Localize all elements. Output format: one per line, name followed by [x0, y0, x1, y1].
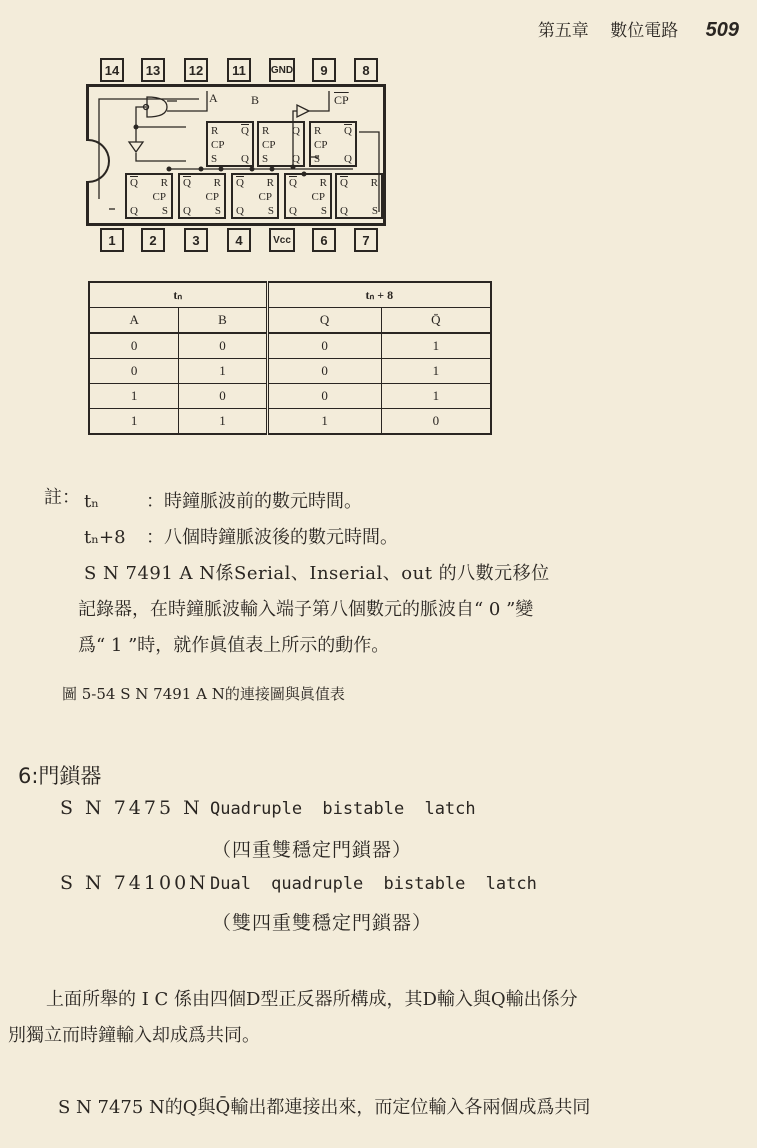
flipflop-lower-4: $\overline{Q}$ R CP Q S — [284, 173, 332, 219]
part-entry — [60, 797, 476, 819]
pin-vcc: Vcc — [269, 228, 295, 252]
description-line: 爲“ 1 ”時，就作眞值表上所示的動作。 — [78, 635, 390, 656]
part-zh-description: （雙四重雙穩定門鎖器） — [212, 912, 433, 934]
pin-2: 2 — [141, 228, 165, 252]
pin-1: 1 — [100, 228, 124, 252]
table-cell: 1 — [89, 409, 179, 435]
paragraph-line: 上面所舉的 I C 係由四個D型正反器所構成，其D輸入與Q輸出係分 — [46, 989, 578, 1010]
note-item: tₙ ：時鐘脈波前的數元時間。 — [84, 491, 362, 512]
part-entry — [60, 872, 537, 894]
flipflop-lower-3: $\overline{Q}$ R CP Q S — [231, 173, 279, 219]
part-description: Dual quadruple bistable latch — [210, 874, 537, 894]
pin-11: 11 — [227, 58, 251, 82]
group-header-tn8: tₙ + 8 — [267, 282, 491, 308]
table-cell: 0 — [179, 333, 267, 359]
flipflop-lower-5: $\overline{Q}$ R Q S — [335, 173, 383, 219]
running-header — [538, 16, 739, 42]
table-cell: 1 — [89, 384, 179, 409]
description-continued — [78, 592, 728, 664]
pin-3: 3 — [184, 228, 208, 252]
table-row — [89, 384, 491, 409]
description-line: S N 7491 A N係Serial、Inserial、out 的八數元移位 — [84, 563, 550, 584]
table-cell: 1 — [179, 409, 267, 435]
chapter-label: 第五章 — [537, 21, 589, 41]
table-cell: 1 — [381, 384, 491, 409]
table-cell: 1 — [381, 359, 491, 384]
paragraph-line: 別獨立而時鐘輸入却成爲共同。 — [8, 1025, 260, 1046]
flipflop-upper-2: R CP S Q Q — [257, 121, 305, 167]
figure-caption: 圖 5-54 S N 7491 A N的連接圖與眞值表 — [62, 685, 345, 703]
table-row — [89, 359, 491, 384]
table-cell: 0 — [179, 384, 267, 409]
section-title: 6:門鎖器 — [18, 764, 102, 788]
group-header-tn: tₙ — [89, 282, 267, 308]
table-cell: 1 — [267, 409, 381, 435]
pin-12: 12 — [184, 58, 208, 82]
part-number: S N 7475 N — [60, 797, 203, 819]
flipflop-upper-1: R CP S $\overline{Q}$ Q — [206, 121, 254, 167]
pin-4: 4 — [227, 228, 251, 252]
note-prefix: 註： — [44, 487, 80, 508]
pin-6: 6 — [312, 228, 336, 252]
note-item: tₙ+8 ：八個時鐘脈波後的數元時間。 — [84, 527, 398, 548]
notes-block — [84, 484, 724, 592]
table-row — [89, 333, 491, 359]
column-header: Q̄ — [381, 308, 491, 334]
column-header: Q — [267, 308, 381, 334]
part-number: S N 74100N — [60, 872, 209, 894]
column-header: A — [89, 308, 179, 334]
flipflop-lower-1: $\overline{Q}$ R CP Q S — [125, 173, 173, 219]
section-label: 數位電路 — [610, 21, 679, 41]
table-cell: 0 — [267, 333, 381, 359]
part-zh-description: （四重雙穩定門鎖器） — [212, 839, 413, 861]
table-cell: 0 — [89, 359, 179, 384]
table-cell: 0 — [89, 333, 179, 359]
table-cell: 0 — [267, 384, 381, 409]
paragraph — [58, 1090, 757, 1126]
table-cell: 0 — [381, 409, 491, 435]
ic-pinout-diagram — [86, 58, 386, 254]
table-cell: 0 — [267, 359, 381, 384]
pin-14: 14 — [100, 58, 124, 82]
paragraph-line: S N 7475 N的Q與Q̄輸出都連接出來，而定位輸入各兩個成爲共同 — [58, 1097, 591, 1118]
pin-9: 9 — [312, 58, 336, 82]
column-header: B — [179, 308, 267, 334]
page-number: 509 — [705, 19, 739, 41]
table-cell: 1 — [381, 333, 491, 359]
paragraph — [0, 982, 757, 1054]
description-line: 記錄器，在時鐘脈波輸入端子第八個數元的脈波自“ 0 ”變 — [78, 599, 534, 620]
chip-body — [86, 84, 386, 226]
truth-table — [88, 281, 492, 435]
table-cell: 1 — [179, 359, 267, 384]
pin-13: 13 — [141, 58, 165, 82]
gate-input-a: A — [209, 91, 218, 105]
flipflop-upper-3: R CP S $\overline{Q}$ Q — [309, 121, 357, 167]
pin-7: 7 — [354, 228, 378, 252]
gate-input-b: B — [251, 93, 260, 107]
pin-gnd: GND — [269, 58, 295, 82]
flipflop-lower-2: $\overline{Q}$ R CP Q S — [178, 173, 226, 219]
table-row — [89, 409, 491, 435]
part-description: Quadruple bistable latch — [210, 799, 476, 819]
pin-8: 8 — [354, 58, 378, 82]
clock-input-label: $\overline{CP}$ — [334, 93, 349, 107]
